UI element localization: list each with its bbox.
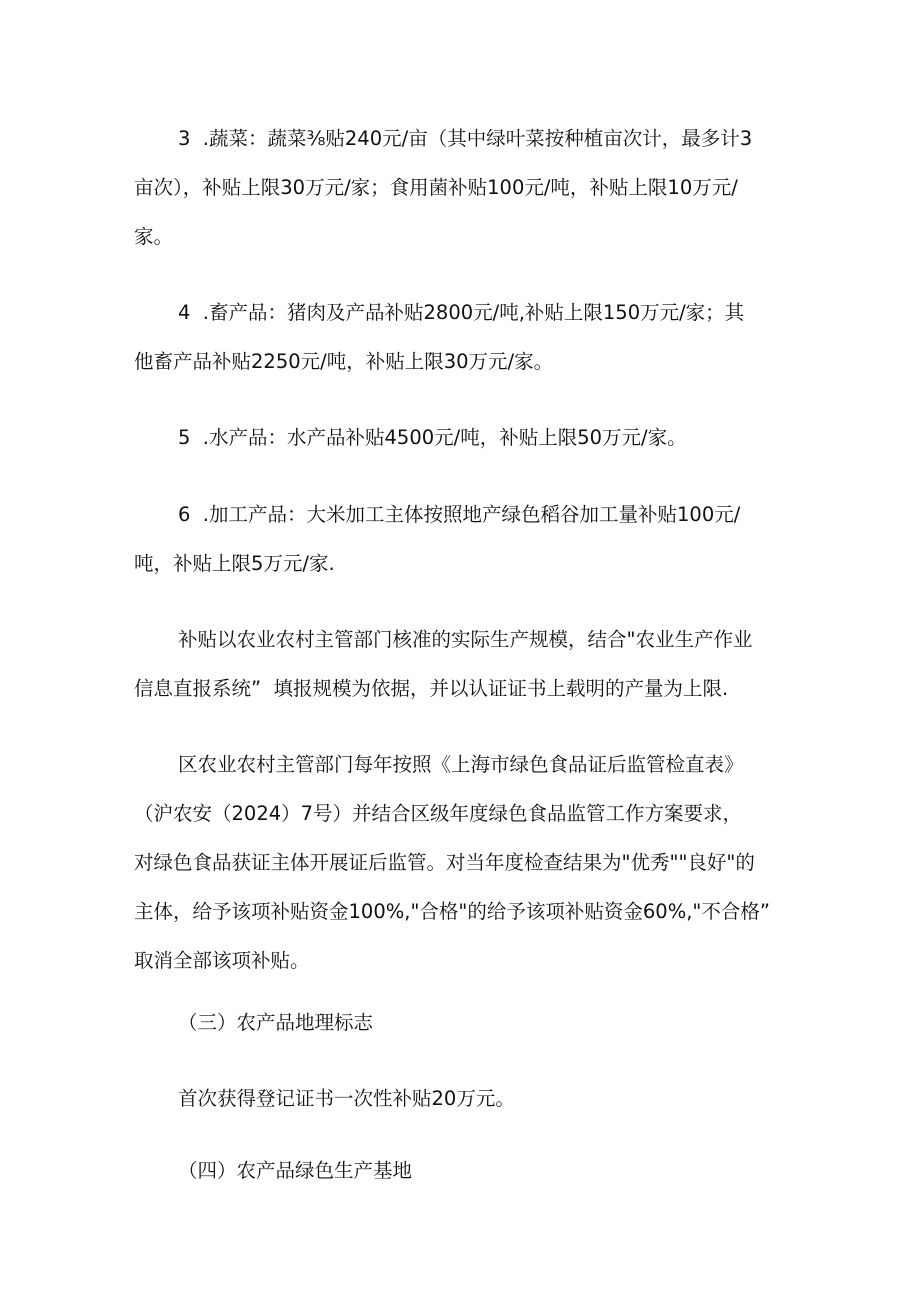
text-line: 信息直报系统” 填报规模为依据，并以认证证书上载明的产量为上限. <box>134 677 729 700</box>
text-line: 吨，补贴上限5万元/家. <box>134 552 335 575</box>
text-line: 区农业农村主管部门每年按照《上海市绿色食品证后监管检直表》 <box>178 753 744 776</box>
text-line: 补贴以农业农村主管部门核准的实际生产规模，结合"农业生产作业 <box>178 628 753 651</box>
text-line: 3 .蔬菜：蔬菜⅜贴240元/亩（其中绿叶菜按种植亩次计，最多计3 <box>178 127 753 150</box>
text-line: 对绿色食品获证主体开展证后监管。对当年度检查结果为"优秀""良好"的 <box>134 851 755 874</box>
text-line: 家。 <box>134 225 174 248</box>
text-line: 亩次），补贴上限30万元/家；食用菌补贴100元/吨，补贴上限10万元/ <box>134 176 738 199</box>
text-line: （三）农产品地理标志 <box>178 1011 374 1034</box>
text-line: 6 .加工产品：大米加工主体按照地产绿色稻谷加工量补贴100元/ <box>178 503 741 526</box>
text-line: 主体，给予该项补贴资金100%,"合格"的给予该项补贴资金60%,"不合格” <box>134 900 770 923</box>
text-line: 取消全部该项补贴。 <box>134 949 310 972</box>
text-line: （四）农产品绿色生产基地 <box>178 1159 413 1182</box>
text-line: （沪农安（2024）7号）并结合区级年度绿色食品监管工作方案要求， <box>134 802 743 825</box>
text-line: 他畜产品补贴2250元/吨，补贴上限30万元/家。 <box>134 350 554 373</box>
text-line: 5 .水产品：水产品补贴4500元/吨，补贴上限50万元/家。 <box>178 426 687 449</box>
text-line: 首次获得登记证书一次性补贴20万元。 <box>178 1087 515 1110</box>
text-line: 4 .畜产品：猪肉及产品补贴2800元/吨,补贴上限150万元/家；其 <box>178 301 745 324</box>
